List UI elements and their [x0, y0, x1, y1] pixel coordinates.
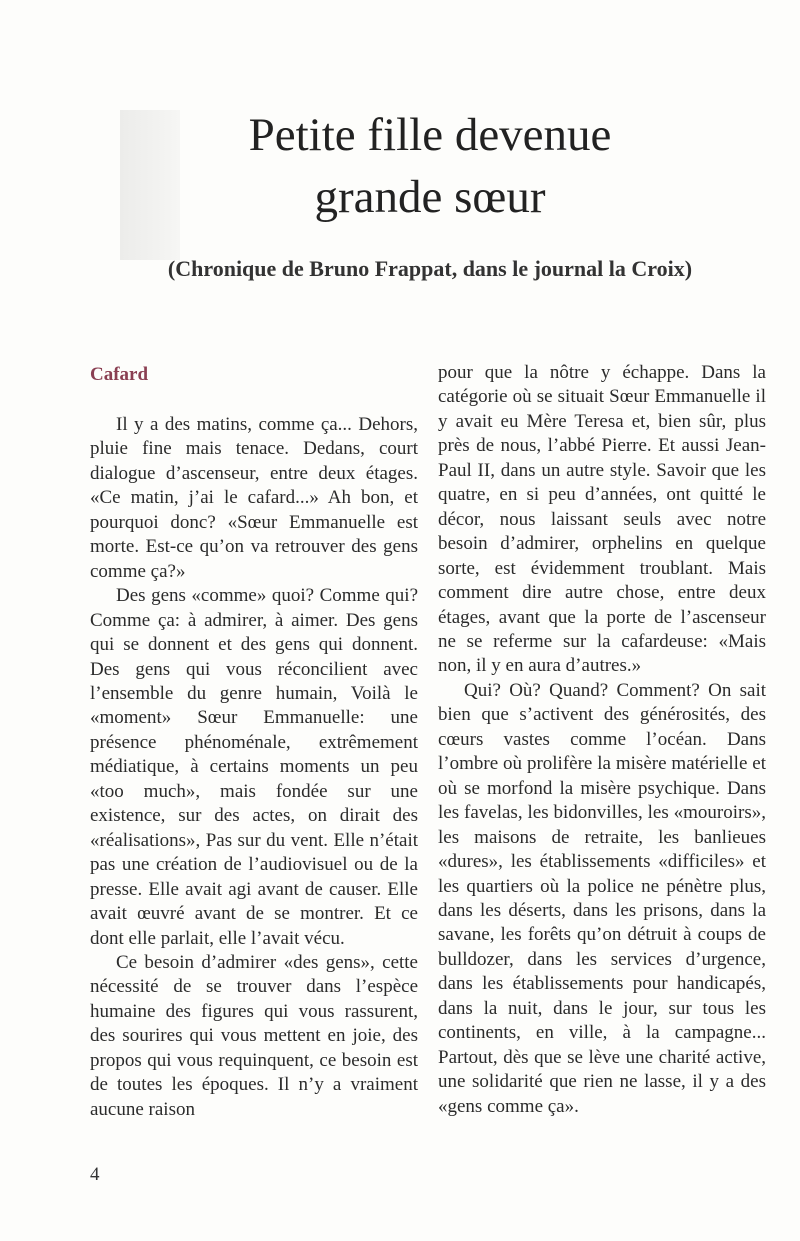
title-line-1: Petite fille devenue	[248, 109, 612, 161]
left-column	[90, 361, 418, 1122]
page-number: 4	[90, 1164, 100, 1185]
paragraph: Il y a des matins, comme ça... Dehors, pluie fine mais tenace. Dedans, court dialogue d’ascenseur, entre deux étages. «Ce matin, j’ai le cafard...» Ah bon, et pourquoi donc? «Sœur Emmanuelle est morte. Est-ce qu’on va retrouver des gens comme ça?»	[90, 414, 418, 582]
section-heading: Cafard	[90, 364, 149, 385]
page-title	[0, 104, 800, 228]
title-line-2: grande sœur	[314, 171, 546, 223]
paragraph: Ce besoin d’admirer «des gens», cette nécessité de se trouver dans l’espèce humaine des figures qui vous rassurent, des sourires qui vous mettent en joie, des propos qui vous requinquent, ce besoin est de toutes les époques. Il n’y a vraiment aucune raison	[90, 951, 418, 1120]
subtitle: (Chronique de Bruno Frappat, dans le journal la Croix)	[167, 256, 693, 281]
right-column	[438, 361, 766, 1119]
paragraph: Des gens «comme» quoi? Comme qui? Comme ça: à admirer, à aimer. Des gens qui se donnent et des gens qui donnent. Des gens qui vous réconcilient avec l’ensemble du genre humain, Voilà le «moment» Sœur Emmanuelle: une présence phénoménale, extrêmement médiatique, à certains moments un peu «too much», mais fondée sur une existence, sur des actes, on dirait des «réalisations», Pas sur du vent. Elle n’était pas une création de l’audiovisuel ou de la presse. Elle avait agi avant de causer. Elle avait œuvré avant de se montrer. Et ce dont elle parlait, elle l’avait vécu.	[90, 585, 418, 949]
paragraph: Qui? Où? Quand? Comment? On sait bien que s’activent des générosités, des cœurs vastes comme l’océan. Dans l’ombre où prolifère la misère matérielle et où se morfond la misère psychique. Dans les favelas, les bidonvilles, les «mouroirs», les maisons de retraite, les banlieues «dures», les établissements «difficiles» et les quartiers où la police ne pénètre plus, dans les déserts, dans les prisons, dans la savane, les forêts qu’on détruit à coups de bulldozer, dans les services d’urgence, dans les établissements pour handicapés, dans la nuit, dans le jour, sur tous les continents, en ville, à la campagne... Partout, dès que se lève une charité active, une solidarité que rien ne lasse, il y a des «gens comme ça».	[438, 679, 766, 1117]
paragraph: pour que la nôtre y échappe. Dans la catégorie où se situait Sœur Emmanuelle il y avait eu Mère Teresa et, bien sûr, plus près de nous, l’abbé Pierre. Et aussi Jean-Paul II, dans un autre style. Savoir que les quatre, en si peu d’années, ont quitté le décor, nous laissant seuls avec notre besoin d’admirer, orphelins en quelque sorte, est évidemment troublant. Mais comment dire autre chose, entre deux étages, avant que la porte de l’ascenseur ne se referme sur la cafardeuse: «Mais non, il y en aura d’autres.»	[438, 362, 766, 677]
